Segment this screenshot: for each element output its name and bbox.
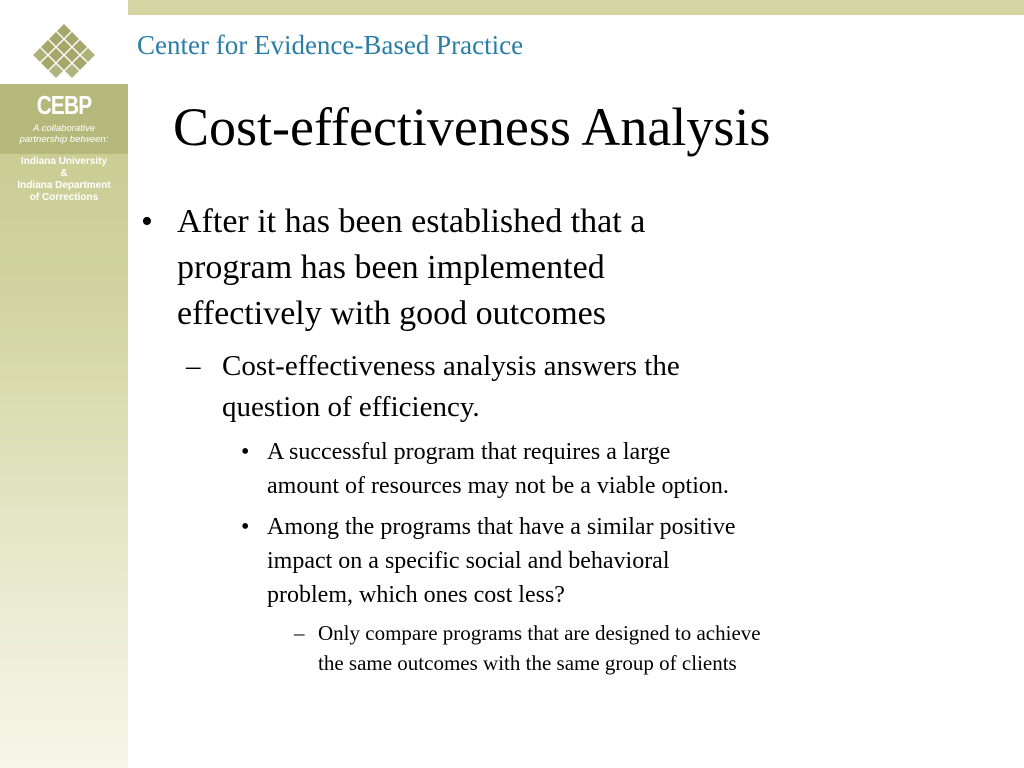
cebp-acronym: CEBP — [36, 90, 92, 120]
top-band — [0, 0, 1024, 15]
bullet-text-line: the same outcomes with the same group of clients — [318, 651, 737, 675]
bullet-text-line: program has been implemented — [177, 249, 605, 286]
partner-line: Indiana Department — [17, 180, 111, 191]
partner-line: & — [60, 168, 68, 179]
bullet-level-2 — [186, 346, 680, 428]
partner-line: Indiana University — [20, 156, 108, 167]
bullet-level-3 — [241, 510, 736, 612]
bullet-text-line: problem, which ones cost less? — [267, 582, 565, 608]
sidebar — [0, 0, 128, 768]
bullet-text-line: impact on a specific social and behavioral — [267, 548, 670, 574]
dash-marker: – — [294, 621, 305, 645]
bullet-marker: • — [241, 514, 250, 540]
bullet-text-line: After it has been established that a — [177, 203, 646, 240]
bullet-text-line: Only compare programs that are designed to achieve — [318, 621, 761, 645]
bullet-marker: • — [141, 203, 153, 240]
bullet-marker: • — [241, 439, 250, 465]
partner-line: of Corrections — [29, 192, 99, 203]
slide-title: Cost-effectiveness Analysis — [173, 97, 771, 157]
bullet-text-line: Cost-effectiveness analysis answers the — [222, 350, 680, 382]
bullet-level-4 — [294, 618, 761, 678]
logo-box — [0, 0, 128, 84]
center-name: Center for Evidence-Based Practice — [137, 30, 524, 60]
bullet-text-line: amount of resources may not be a viable option. — [267, 473, 729, 499]
bullet-text-line: question of efficiency. — [222, 391, 480, 423]
bullet-level-3 — [241, 435, 729, 503]
cebp-tagline — [0, 123, 128, 145]
bullet-text-line: A successful program that requires a large — [267, 439, 671, 465]
bullet-text-line: Among the programs that have a similar positive — [267, 514, 736, 540]
tagline-line: partnership between: — [19, 134, 109, 145]
cebp-partners — [0, 156, 128, 204]
dash-marker: – — [186, 350, 201, 382]
tagline-line: A collaborative — [33, 123, 95, 134]
bullet-text-line: effectively with good outcomes — [177, 295, 606, 332]
diamond-logo-icon — [30, 22, 98, 78]
bullet-level-1 — [141, 199, 646, 337]
